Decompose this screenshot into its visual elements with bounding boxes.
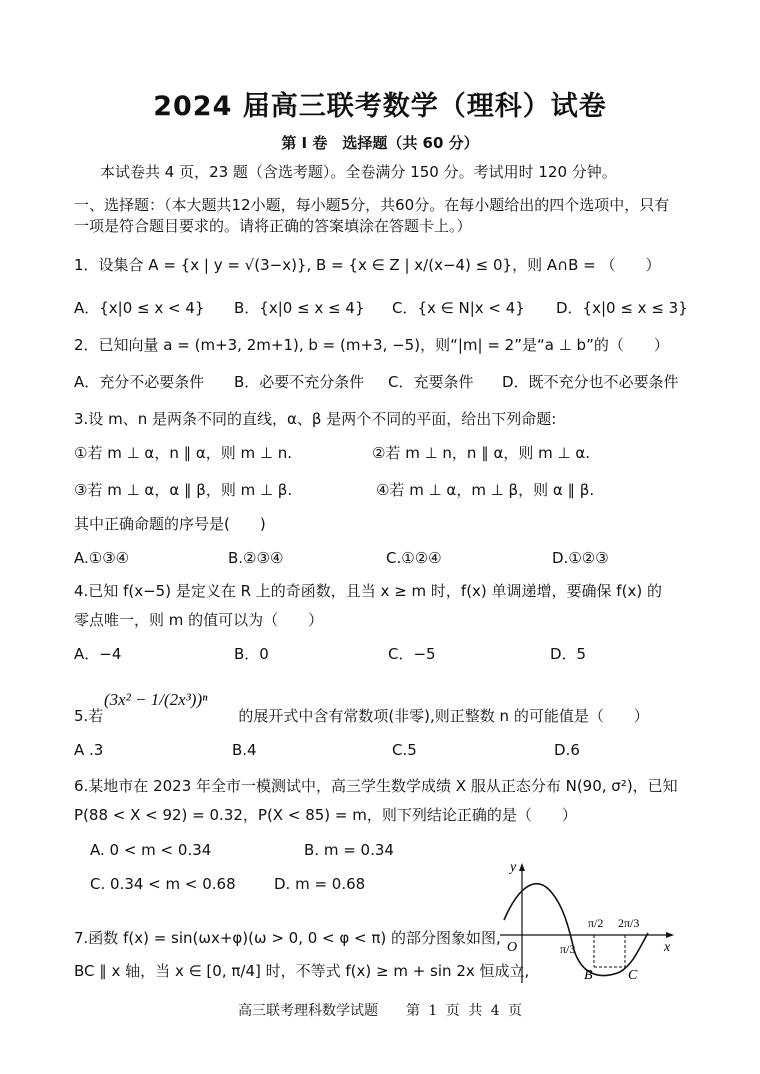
- question-6-option-b: B. m = 0.34: [304, 841, 394, 859]
- tick-pi-over-3: π/3: [560, 942, 576, 956]
- question-4-option-d: D．5: [550, 645, 587, 663]
- exam-intro: 本试卷共 4 页，23 题（含选考题）。全卷满分 150 分。考试用时 120 分钟。: [100, 163, 617, 181]
- question-6-option-a: A. 0 < m < 0.34: [90, 841, 212, 859]
- question-1-stem: 1．设集合 A = {x | y = √(3−x)}, B = {x ∈ Z | x/(x−4) ≤ 0}，则 A∩B = （ ）: [74, 256, 661, 274]
- section-subtitle: 第 I 卷 选择题（共 60 分）: [281, 134, 479, 152]
- question-3-proposition-2: ②若 m ⊥ n，n ∥ α，则 m ⊥ α.: [372, 444, 591, 462]
- question-4-line2: 零点唯一，则 m 的值可以为（ ）: [74, 611, 324, 629]
- question-3-proposition-3: ③若 m ⊥ α，α ∥ β，则 m ⊥ β.: [74, 481, 293, 499]
- x-axis-label: x: [664, 940, 671, 955]
- question-5-option-b: B.4: [232, 741, 257, 759]
- question-6-option-d: D. m = 0.68: [274, 875, 366, 893]
- sine-graph: [490, 855, 680, 990]
- question-1-option-c: C．{x ∈ N|x < 4}: [392, 299, 525, 317]
- question-1-option-b: B．{x|0 ≤ x ≤ 4}: [234, 299, 365, 317]
- point-b-label: B: [584, 968, 593, 983]
- question-1-option-a: A．{x|0 ≤ x < 4}: [74, 299, 205, 317]
- question-3-option-c: C.①②④: [386, 549, 442, 567]
- question-6-line1: 6.某地市在 2023 年全市一模测试中，高三学生数学成绩 X 服从正态分布 N(90, σ²)，已知: [74, 777, 678, 795]
- question-2-option-d: D．既不充分也不必要条件: [502, 373, 679, 391]
- y-axis-label: y: [510, 860, 517, 875]
- y-axis-arrow-icon: [519, 863, 525, 871]
- section-instruction-line1: 一、选择题：（本大题共12小题，每小题5分，共60分。在每小题给出的四个选项中，只有: [74, 196, 670, 214]
- question-3-proposition-1: ①若 m ⊥ α，n ∥ α，则 m ⊥ n.: [74, 444, 293, 462]
- question-6-option-c: C. 0.34 < m < 0.68: [90, 875, 236, 893]
- question-3-stem: 3.设 m、n 是两条不同的直线，α、β 是两个不同的平面，给出下列命题:: [74, 410, 557, 428]
- question-6-line2: P(88 < X < 92) = 0.32，P(X < 85) = m，则下列结论正确的是（ ）: [74, 806, 577, 824]
- question-5-option-c: C.5: [392, 741, 417, 759]
- question-4-option-a: A．−4: [74, 645, 122, 663]
- page-footer: 高三联考理科数学试题 第 1 页 共 4 页: [237, 1003, 523, 1019]
- question-5-option-a: A .3: [74, 741, 104, 759]
- question-3-option-d: D.①②③: [552, 549, 609, 567]
- point-c-label: C: [628, 968, 638, 983]
- question-3-ask: 其中正确命题的序号是( ): [74, 515, 266, 533]
- question-4-line1: 4.已知 f(x−5) 是定义在 R 上的奇函数，且当 x ≥ m 时，f(x) 单调递增，要确保 f(x) 的: [74, 582, 662, 600]
- page-title: 2024 届高三联考数学（理科）试卷: [153, 91, 607, 122]
- question-3-option-b: B.②③④: [228, 549, 284, 567]
- question-4-option-b: B．0: [234, 645, 269, 663]
- question-1-option-d: D．{x|0 ≤ x ≤ 3}: [556, 299, 688, 317]
- question-2-option-a: A．充分不必要条件: [74, 373, 205, 391]
- question-7-line2: BC ∥ x 轴，当 x ∈ [0, π/4] 时，不等式 f(x) ≥ m + sin 2x 恒成立,: [74, 962, 530, 980]
- question-2-option-c: C．充要条件: [388, 373, 474, 391]
- question-5-stem: 5.若 的展开式中含有常数项(非零),则正整数 n 的可能值是（ ）: [74, 707, 649, 725]
- question-2-stem: 2．已知向量 a = (m+3, 2m+1), b = (m+3, −5)，则“|m| = 2”是“a ⊥ b”的（ ）: [74, 336, 669, 354]
- x-axis-arrow-icon: [666, 932, 674, 938]
- tick-2pi-over-3: 2π/3: [618, 916, 640, 930]
- question-5-option-d: D.6: [554, 741, 580, 759]
- tick-pi-over-2: π/2: [588, 916, 604, 930]
- origin-label: O: [507, 940, 518, 955]
- section-instruction-line2: 一项是符合题目要求的。请将正确的答案填涂在答题卡上。）: [74, 217, 472, 235]
- question-5-expression: (3x² − 1/(2x³))ⁿ: [104, 690, 208, 709]
- question-3-proposition-4: ④若 m ⊥ α，m ⊥ β，则 α ∥ β.: [376, 481, 595, 499]
- question-3-option-a: A.①③④: [74, 549, 130, 567]
- question-4-option-c: C．−5: [388, 645, 436, 663]
- question-7-line1: 7.函数 f(x) = sin(ωx+φ)(ω > 0, 0 < φ < π) 的部分图象如图,: [74, 929, 501, 947]
- question-2-option-b: B．必要不充分条件: [234, 373, 365, 391]
